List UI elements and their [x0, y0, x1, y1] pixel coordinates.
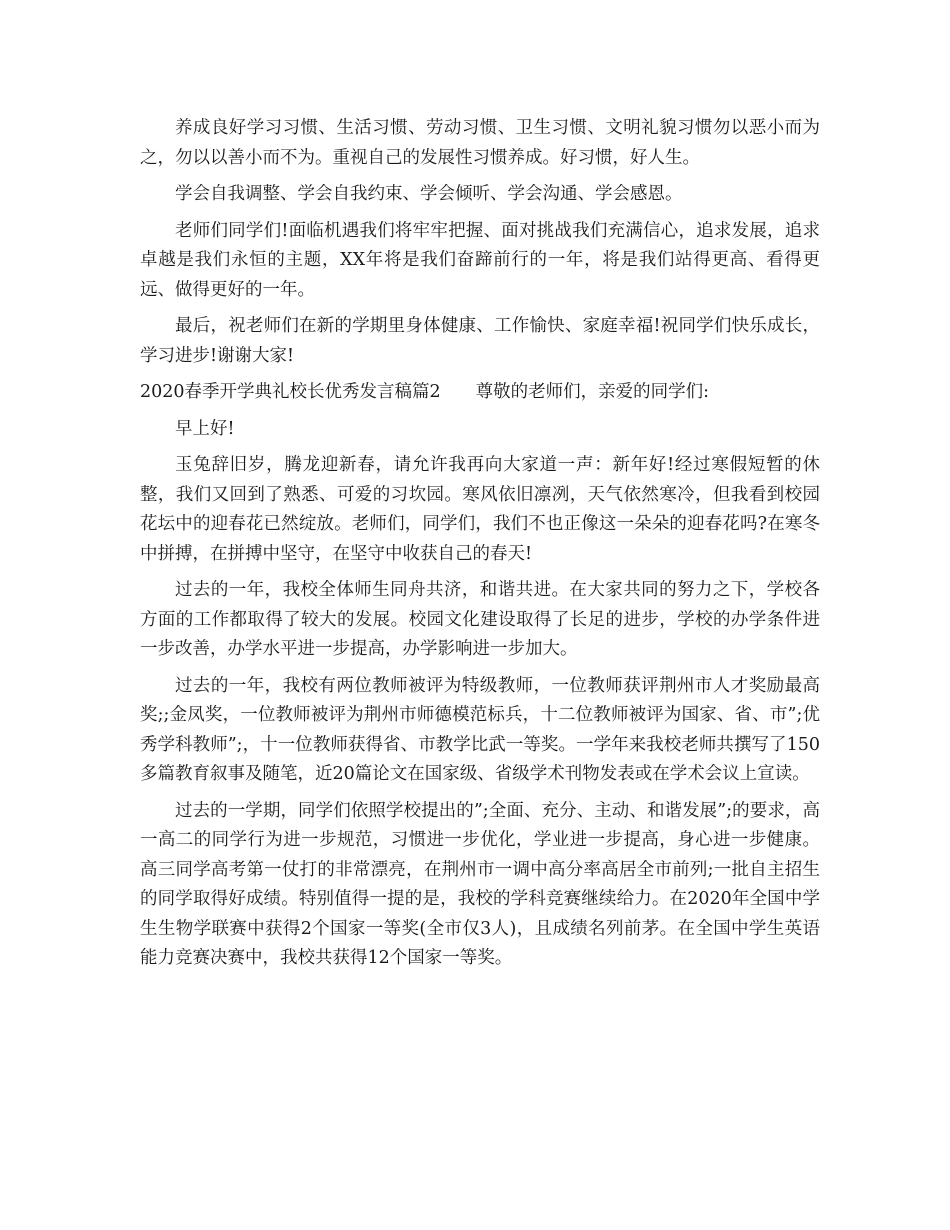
paragraph-past-semester-students: 过去的一学期，同学们依照学校提出的”;全面、充分、主动、和谐发展”;的要求，高一高二的同学行为进一步规范，习惯进一步优化，学业进一步提高，身心进一步健康。高三同学高考第一仗打的非常漂亮，在荆州市一调中高分率高居全市前列;一批自主招生的同学取得好成绩。特别值得一提的是，我校的学科竞赛继续给力。在2020年全国中学生生物学联赛中获得2个国家一等奖(全市仅3人)，且成绩名列前茅。在全国中学生英语能力竞赛决赛中，我校共获得12个国家一等奖。 [140, 800, 820, 968]
document-body [140, 114, 820, 981]
paragraph-habits: 养成良好学习习惯、生活习惯、劳动习惯、卫生习惯、文明礼貌习惯勿以恶小而为之，勿以以善小而不为。重视自己的发展性习惯养成。好习惯，好人生。 [140, 118, 820, 168]
paragraph-learn-skills: 学会自我调整、学会自我约束、学会倾听、学会沟通、学会感恩。 [175, 184, 683, 204]
paragraph-new-year: 玉兔辞旧岁，腾龙迎新春，请允许我再向大家道一声：新年好!经过寒假短暂的休整，我们又回到了熟悉、可爱的习坎园。寒风依旧凛冽，天气依然寒冷，但我看到校园花坛中的迎春花已然绽放。老师们，同学们，我们不也正像这一朵朵的迎春花吗?在寒冬中拼搏，在拼搏中坚守，在坚守中收获自己的春天! [140, 455, 820, 564]
paragraph-past-year-teachers: 过去的一年，我校有两位教师被评为特级教师，一位教师获评荆州市人才奖励最高奖;;金凤奖，一位教师被评为荆州市师德模范标兵，十二位教师被评为国家、省、市”;优秀学科教师”;，十一位教师获得省、市教学比武一等奖。一学年来我校老师共撰写了150多篇教育叙事及随笔，近20篇论文在国家级、省级学术刊物发表或在学术会议上宣读。 [140, 675, 820, 784]
paragraph-closing-wishes: 最后，祝老师们在新的学期里身体健康、工作愉快、家庭幸福!祝同学们快乐成长，学习进步!谢谢大家! [140, 316, 820, 366]
paragraph-greeting: 早上好! [175, 418, 235, 439]
paragraph-past-year-school: 过去的一年，我校全体师生同舟共济，和谐共进。在大家共同的努力之下，学校各方面的工作都取得了较大的发展。校园文化建设取得了长足的进步，学校的办学条件进一步改善，办学水平进一步提高，办学影响进一步加大。 [140, 580, 820, 659]
section-heading-speech-2: 2020春季开学典礼校长优秀发言稿篇2 尊敬的老师们，亲爱的同学们: [140, 382, 710, 402]
paragraph-opportunities: 老师们同学们!面临机遇我们将牢牢把握、面对挑战我们充满信心，追求发展，追求卓越是我们永恒的主题，XX年将是我们奋蹄前行的一年，将是我们站得更高、看得更远、做得更好的一年。 [140, 220, 820, 300]
